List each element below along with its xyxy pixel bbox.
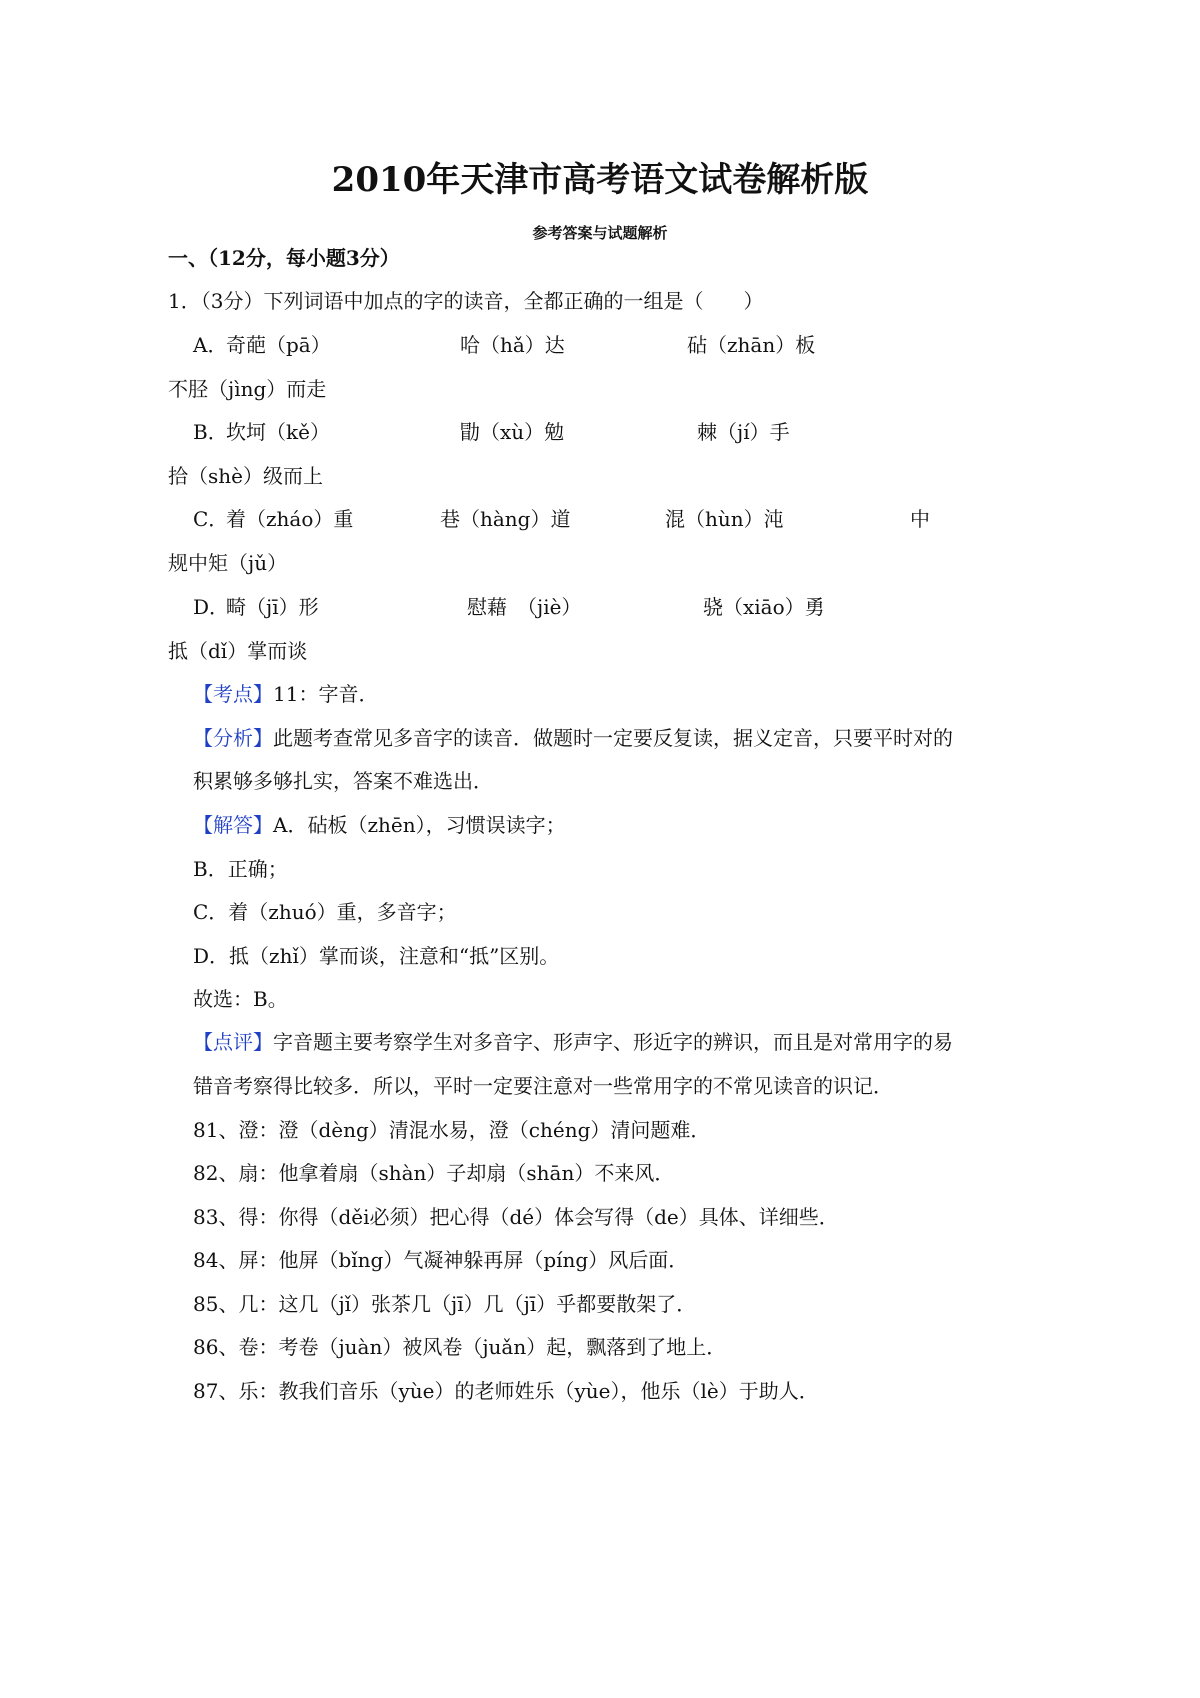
- option-d-label: D．: [193, 595, 230, 619]
- option-c-word-4-start: 中: [910, 507, 930, 531]
- note-81: 81、澄：澄（dèng）清混水易，澄（chéng）清问题难．: [193, 1118, 711, 1142]
- document-subtitle: 参考答案与试题解析: [532, 224, 668, 242]
- document-title: 2010年天津市高考语文试卷解析版: [331, 160, 869, 200]
- option-c-word-3: 混（hùn）沌: [665, 507, 784, 531]
- dianping-tag: 【点评】: [193, 1030, 273, 1054]
- option-b-word-2: 勖（xù）勉: [460, 420, 565, 444]
- option-d-word-3: 骁（xiāo）勇: [703, 595, 825, 619]
- jieda-text-c: C．着（zhuó）重，多音字；: [193, 900, 457, 924]
- option-c-word-2: 巷（hàng）道: [440, 507, 571, 531]
- question-stem: 1．（3分）下列词语中加点的字的读音，全都正确的一组是（ ）: [168, 289, 764, 313]
- option-c-word-1: 着（zháo）重: [226, 507, 354, 531]
- jieda-text-a: A．砧板（zhēn），习惯误读字；: [273, 813, 566, 837]
- note-86: 86、卷：考卷（juàn）被风卷（juǎn）起，飘落到了地上．: [193, 1335, 727, 1359]
- kaodian-tag: 【考点】: [193, 682, 273, 706]
- option-b-word-1: 坎坷（kě）: [226, 420, 330, 444]
- note-82: 82、扇：他拿着扇（shàn）子却扇（shān）不来风．: [193, 1161, 675, 1185]
- option-a-word-3: 砧（zhān）板: [687, 333, 816, 357]
- fenxi-text-2: 积累够多够扎实，答案不难选出．: [193, 769, 493, 793]
- fenxi-tag: 【分析】: [193, 726, 273, 750]
- dianping-text-2: 错音考察得比较多．所以，平时一定要注意对一些常用字的不常见读音的识记．: [193, 1074, 893, 1098]
- kaodian-block: [193, 680, 378, 708]
- jieda-answer: 故选：B。: [193, 987, 288, 1011]
- option-b-label: B．: [193, 420, 228, 444]
- option-a-word-1: 奇葩（pā）: [226, 333, 331, 357]
- jieda-text-d: D．抵（zhǐ）掌而谈，注意和“抵”区别。: [193, 944, 560, 968]
- jieda-text-b: B．正确；: [193, 857, 288, 881]
- section-heading: 一、（12分，每小题3分）: [168, 246, 400, 270]
- fenxi-text-1: 此题考查常见多音字的读音．做题时一定要反复读，据义定音，只要平时对的: [273, 726, 953, 750]
- note-85: 85、几：这几（jǐ）张茶几（jī）几（jī）乎都要散架了．: [193, 1292, 697, 1316]
- dianping-text-1: 字音题主要考察学生对多音字、形声字、形近字的辨识，而且是对常用字的易: [273, 1030, 953, 1054]
- option-d-word-4: 抵（dǐ）掌而谈: [168, 639, 308, 663]
- dianping-line-1: [193, 1028, 953, 1056]
- option-b-word-3: 棘（jí）手: [697, 420, 790, 444]
- option-c-word-4-end: 规中矩（jǔ）: [168, 551, 288, 575]
- note-84: 84、屏：他屏（bǐng）气凝神躲再屏（píng）风后面．: [193, 1248, 689, 1272]
- note-83: 83、得：你得（děi必须）把心得（dé）体会写得（de）具体、详细些．: [193, 1205, 839, 1229]
- jieda-tag: 【解答】: [193, 813, 273, 837]
- option-d-word-2: 慰藉 （jiè）: [467, 595, 582, 619]
- option-a-word-4: 不胫（jìng）而走: [168, 377, 327, 401]
- note-87: 87、乐：教我们音乐（yùe）的老师姓乐（yùe），他乐（lè）于助人．: [193, 1379, 819, 1403]
- fenxi-line-1: [193, 724, 953, 752]
- option-b-word-4: 拾（shè）级而上: [168, 464, 323, 488]
- option-c-label: C．: [193, 507, 229, 531]
- option-d-word-1: 畸（jī）形: [226, 595, 319, 619]
- jieda-line-a: [193, 811, 566, 839]
- option-a-label: A．: [193, 333, 228, 357]
- option-a-word-2: 哈（hǎ）达: [460, 333, 565, 357]
- kaodian-text: 11：字音．: [273, 682, 379, 706]
